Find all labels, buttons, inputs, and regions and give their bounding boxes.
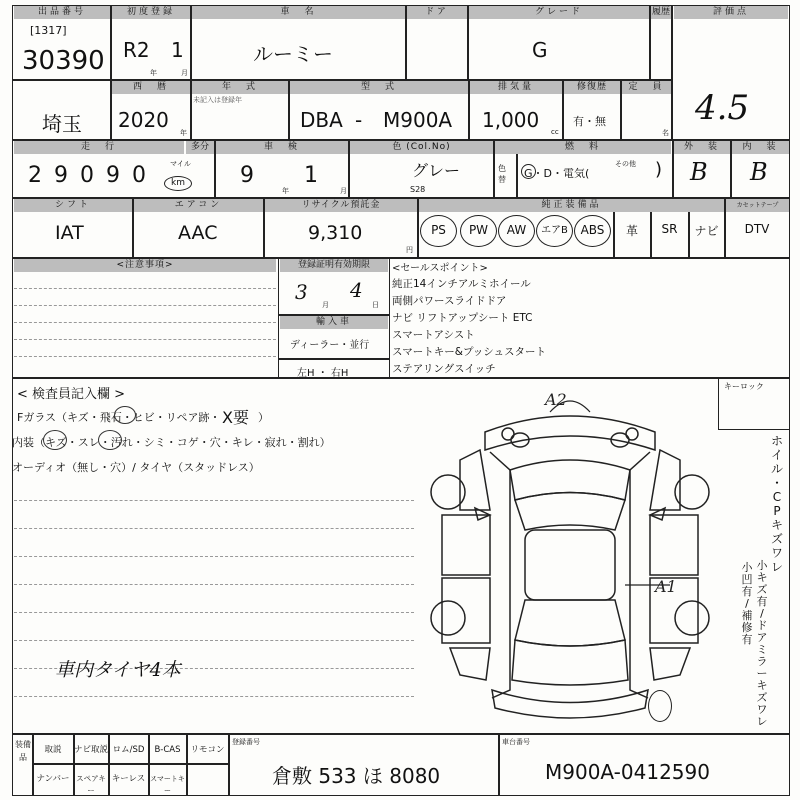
grade-label: グレード xyxy=(469,6,649,19)
glass-line: Fガラス（キズ・飛石・ヒビ・リペア跡・ xyxy=(17,411,221,424)
region-label: 西 暦 xyxy=(112,81,190,94)
small-note: 未記入は登録年 xyxy=(193,96,242,104)
equip-bcas: B-CAS xyxy=(154,745,181,755)
wheel-rear-right xyxy=(675,601,709,635)
fuel: G・D・電気( xyxy=(524,167,590,180)
expiry-day: 4 xyxy=(350,278,363,302)
car-type: M900A xyxy=(383,108,453,132)
windshield xyxy=(515,493,625,531)
equip-keyless: キーレス xyxy=(111,774,146,784)
repair-label: 修復歴 xyxy=(564,81,620,94)
seats-unit: 名 xyxy=(662,129,669,137)
rear-bumper xyxy=(492,690,648,718)
recycle-label: リサイクル預託金 xyxy=(265,199,417,212)
seats-label: 定 員 xyxy=(622,81,671,94)
footer-left-label: 装備品 xyxy=(15,740,31,762)
hood xyxy=(510,460,630,500)
side-note-3: 小 凹 有 / 補 修 有 xyxy=(741,561,753,646)
left-front-fender xyxy=(460,450,490,510)
inspection-month: 1 xyxy=(304,163,318,188)
inspector-title: < 検査員記入欄 > xyxy=(17,387,126,402)
mileage: 29090 xyxy=(28,163,158,188)
fuel-other: その他 xyxy=(615,160,636,168)
import-label: 輸入車 xyxy=(280,316,388,329)
right-front-door xyxy=(650,515,698,575)
reg-era: R2 xyxy=(123,38,150,62)
audio-line: オーディオ（無し・穴）/ タイヤ（スタッドレス） xyxy=(12,461,260,474)
equip-spare-key: スペアキー xyxy=(76,774,106,795)
equip-abs: ABS xyxy=(574,215,611,247)
equip-label: 純正装備品 xyxy=(419,199,724,212)
expiry-month: 3 xyxy=(295,280,308,304)
left-rear-quarter xyxy=(450,648,490,680)
equip-aw: AW xyxy=(498,215,535,247)
caution-label: <注意事項> xyxy=(14,259,276,272)
roof xyxy=(525,530,615,600)
mile-unit-label: 多分 xyxy=(186,141,214,154)
equip-manual: 取説 xyxy=(44,745,62,755)
right-front-fender xyxy=(650,450,680,510)
glass-close: ） xyxy=(258,411,269,424)
grade: G xyxy=(532,38,548,62)
door-label: ドア xyxy=(407,6,467,19)
mark-a2: A2 xyxy=(545,390,567,409)
sales-point-3: ナビ リフトアップシート ETC xyxy=(392,312,533,324)
equip-dtv: DTV xyxy=(744,222,770,236)
sales-point-6: ステアリングスイッチ xyxy=(392,363,496,375)
shift: IAT xyxy=(55,222,84,244)
car-diagram xyxy=(420,390,720,730)
equip-sr: SR xyxy=(661,222,678,236)
shift-label: シフト xyxy=(14,199,132,212)
cc-unit: cc xyxy=(551,128,559,136)
rear-window xyxy=(515,600,625,646)
fuel-label: 燃 料 xyxy=(495,141,671,154)
region: 埼玉 xyxy=(42,112,82,136)
cooler-label: カセットテープ xyxy=(726,199,789,212)
mileage-label: 走 行 xyxy=(14,141,184,154)
inspection-year-unit: 年 xyxy=(282,187,289,195)
side-note-1: ホ イ ル ・ C P キ ズ ワ レ xyxy=(770,434,783,574)
equip-leather: 革 xyxy=(625,224,638,238)
km-unit: km xyxy=(171,178,185,188)
car-type-sep: - xyxy=(355,108,363,132)
reg-label: 初度登録 xyxy=(112,6,190,19)
car-type-label: 型 式 xyxy=(290,81,468,94)
plate: 倉敷 533 ほ 8080 xyxy=(272,764,441,788)
color-code: S28 xyxy=(410,185,426,194)
color: グレー xyxy=(412,161,461,180)
wheel-rear-left xyxy=(431,601,465,635)
name-label: 車 名 xyxy=(192,6,405,19)
sales-point-2: 両側パワースライドドア xyxy=(392,295,507,307)
front-bumper xyxy=(485,416,655,450)
sales-point-5: スマートキー&プッシュスタート xyxy=(392,346,547,358)
equip-navi: ナビ xyxy=(694,224,719,238)
equip-smart-key: スマートキー xyxy=(150,775,185,795)
ac: AAC xyxy=(178,222,218,244)
vin-label: 車台番号 xyxy=(502,738,530,746)
left-front-door xyxy=(442,515,490,575)
inspection-year: 9 xyxy=(240,163,254,188)
rear-hatch xyxy=(512,640,628,685)
equip-navi-manual: ナビ取説 xyxy=(74,745,109,755)
equip-ps: PS xyxy=(420,215,457,247)
chip-circle xyxy=(114,406,136,424)
left-rear-door xyxy=(442,578,490,643)
lot-sub: [1317] xyxy=(30,24,67,37)
right-rear-quarter xyxy=(650,648,690,680)
equip-remote: リモコン xyxy=(190,745,225,755)
expiry-day-unit: 日 xyxy=(372,301,379,309)
side-note-2: 小 キ ズ 有 / ド ア ミ ラ ー キ ズ ワ レ xyxy=(756,559,768,728)
western-year-unit: 年 xyxy=(180,129,187,137)
score-value: 4.5 xyxy=(695,88,750,128)
car-name: ルーミー xyxy=(253,42,333,66)
int-label: 内 装 xyxy=(732,141,789,154)
fuel-close: ) xyxy=(655,159,663,180)
sales-point-1: 純正14インチアルミホイール xyxy=(392,278,531,290)
recycle: 9,310 xyxy=(308,222,363,244)
mile-option: マイル xyxy=(170,160,191,168)
equip-rom: ロム/SD xyxy=(112,745,145,755)
disp-label: 排気量 xyxy=(470,81,562,94)
displacement: 1,000 xyxy=(482,108,540,132)
inspection-month-unit: 月 xyxy=(340,187,347,195)
glass-mark: X要 xyxy=(222,408,249,427)
inspection-label: 車 検 xyxy=(216,141,348,154)
yen-unit: 円 xyxy=(406,246,413,254)
ac-label: エアコン xyxy=(134,199,263,212)
key-lock-label: キーロック xyxy=(724,382,764,391)
reg-year-unit: 年 xyxy=(150,69,157,77)
points-label: <セールスポイント> xyxy=(392,263,488,274)
equip-airbag: エアB xyxy=(536,215,573,247)
stain-circle xyxy=(98,430,122,450)
history-label: 履歴 xyxy=(651,7,670,17)
lot-label: 出品番号 xyxy=(14,6,110,19)
handwritten-note: 車内タイヤ4本 xyxy=(55,659,181,681)
import-dealer: ディーラー・並行 xyxy=(290,340,370,351)
lot-number: 30390 xyxy=(22,46,105,76)
reg-month-unit: 月 xyxy=(181,69,188,77)
stamp-circle xyxy=(648,690,672,722)
equip-plate: ナンバー xyxy=(36,774,70,784)
repair-choice: 有・無 xyxy=(573,115,606,128)
plate-label: 登録番号 xyxy=(232,738,260,746)
expiry-month-unit: 月 xyxy=(322,301,329,309)
reg-month: 1 xyxy=(171,38,184,62)
exterior-grade: B xyxy=(690,158,708,186)
scratch-circle xyxy=(43,430,67,450)
mark-a1: A1 xyxy=(655,577,677,596)
handle-side: 左H ・ 右H xyxy=(297,368,349,379)
car-type-prefix: DBA xyxy=(300,108,343,132)
expiry-label: 登録証明有効期限 xyxy=(280,259,388,272)
interior-line: 内装（キズ・スレ・汚れ・シミ・コゲ・穴・キレ・寂れ・割れ） xyxy=(12,436,331,449)
color-label: 色 (Col.No) xyxy=(350,141,493,154)
color-change-mark: 色替 xyxy=(498,164,506,184)
score-label: 評価点 xyxy=(674,6,788,19)
vin: M900A-0412590 xyxy=(545,760,710,784)
equip-pw: PW xyxy=(460,215,497,247)
western-year: 2020 xyxy=(118,108,169,132)
model-year-label: 年 式 xyxy=(192,81,288,94)
interior-grade: B xyxy=(750,158,768,186)
sales-point-4: スマートアシスト xyxy=(392,329,475,341)
ext-label: 外 装 xyxy=(674,141,730,154)
